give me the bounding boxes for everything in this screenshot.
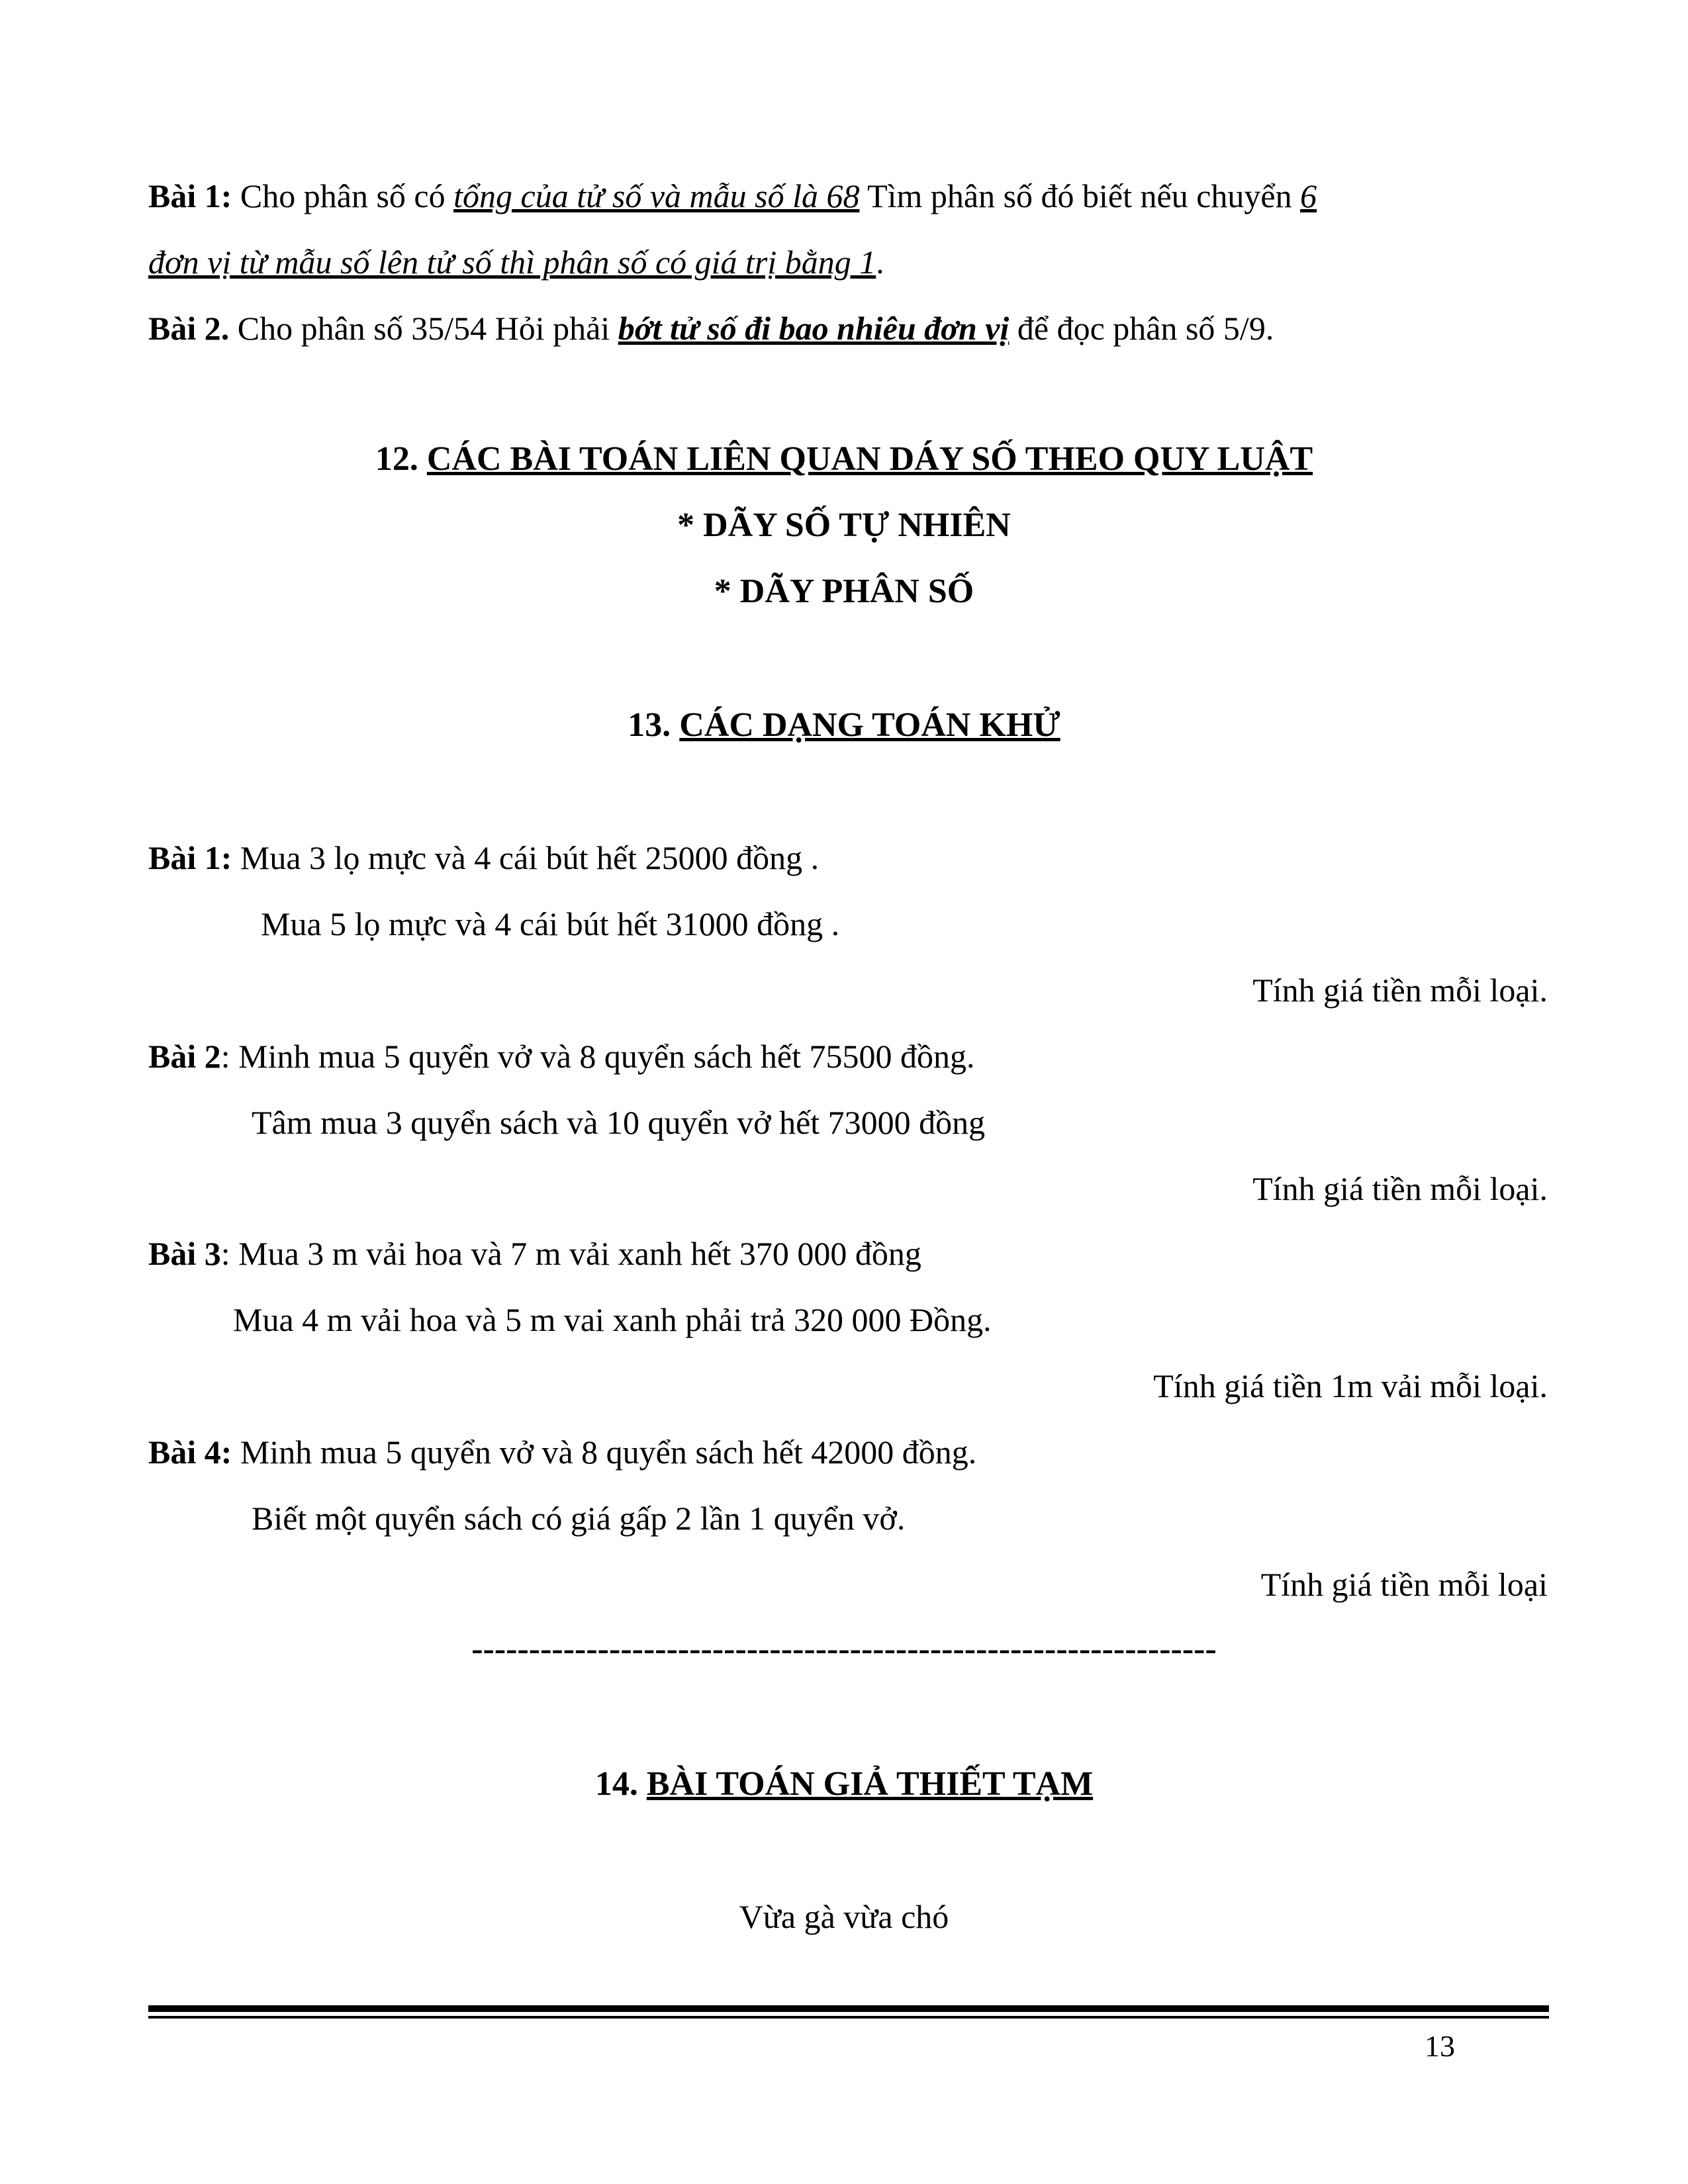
exercise-1-emphasis-condition: đơn vị từ mẫu số lên tử số thì phân số có giá trị bằng 1 (148, 244, 876, 281)
exercise-1-text: Cho phân số có (232, 177, 454, 214)
s13-exercise-1-line-2: Mua 5 lọ mực và 4 cái bút hết 31000 đồng . (261, 905, 840, 942)
footer-rule-thin (148, 2016, 1549, 2019)
section-12-subheading-natural: * DÃY SỐ TỰ NHIÊN (677, 506, 1011, 544)
s13-exercise-4-question: Tính giá tiền mỗi loại (1260, 1566, 1548, 1603)
exercise-2-label: Bài 2. (148, 310, 230, 347)
exercise-2-text-2: để đọc phân số 5/9. (1009, 310, 1274, 347)
s13-exercise-3-label: Bài 3 (148, 1235, 221, 1272)
section-12-title: CÁC BÀI TOÁN LIÊN QUAN DÁY SỐ THEO QUY LUẬT (426, 440, 1313, 478)
page-number: 13 (1425, 2029, 1455, 2063)
s13-exercise-4-text: Minh mua 5 quyển vở và 8 quyển sách hết 42000 đồng. (232, 1433, 977, 1471)
s13-exercise-3-text: : Mua 3 m vải hoa và 7 m vải xanh hết 370 000 đồng (220, 1235, 921, 1272)
s13-exercise-4-line-2: Biết một quyển sách có giá gấp 2 lần 1 quyển vở. (252, 1500, 906, 1537)
s13-exercise-2-text: : Minh mua 5 quyển vở và 8 quyển sách hết 75500 đồng. (220, 1038, 975, 1075)
section-13-title: CÁC DẠNG TOÁN KHỬ (679, 706, 1060, 744)
exercise-2-text: Cho phân số 35/54 Hỏi phải (229, 310, 618, 347)
section-12-heading (0, 439, 1688, 479)
section-12-number: 12. (375, 440, 427, 478)
s13-exercise-1-label: Bài 1: (148, 839, 232, 876)
s13-exercise-1-text: Mua 3 lọ mực và 4 cái bút hết 25000 đồng . (232, 839, 820, 876)
exercise-1-line-2 (148, 242, 884, 282)
section-13-number: 13. (628, 706, 680, 744)
s13-exercise-3-line-2: Mua 4 m vải hoa và 5 m vai xanh phải trả 320 000 Đồng. (233, 1301, 992, 1338)
s13-exercise-1-line-1 (148, 838, 819, 878)
section-14-subtitle: Vừa gà vừa chó (739, 1898, 949, 1935)
s13-exercise-4-line-1 (148, 1432, 976, 1472)
exercise-1-label: Bài 1: (148, 177, 232, 214)
section-12-subheading-fraction: * DÃY PHÂN SỐ (714, 572, 974, 610)
s13-exercise-2-line-1 (148, 1036, 975, 1076)
s13-exercise-4-label: Bài 4: (148, 1433, 232, 1471)
dashed-divider: ----------------------------------------------------------------- (471, 1630, 1217, 1668)
exercise-2-emphasis: bớt tử số đi bao nhiêu đơn vị (618, 310, 1009, 347)
section-14-number: 14. (594, 1765, 647, 1803)
exercise-1-emphasis-sum: tổng của tử số và mẫu số là 68 (453, 177, 860, 214)
exercise-1-line-1 (148, 176, 1317, 216)
section-13-heading (0, 705, 1688, 745)
s13-exercise-2-label: Bài 2 (148, 1038, 221, 1075)
s13-exercise-3-question: Tính giá tiền 1m vải mỗi loại. (1153, 1367, 1548, 1404)
section-14-heading (0, 1764, 1688, 1804)
s13-exercise-2-question: Tính giá tiền mỗi loại. (1252, 1170, 1548, 1207)
section-14-title: BÀI TOÁN GIẢ THIẾT TẠM (646, 1765, 1094, 1803)
s13-exercise-3-line-1 (148, 1234, 921, 1273)
exercise-1-text-2: Tìm phân số đó biết nếu chuyển (859, 177, 1301, 214)
footer-rule-thick (148, 2005, 1549, 2012)
exercise-2-line (148, 308, 1274, 348)
exercise-1-end: . (876, 244, 884, 281)
exercise-1-emphasis-six: 6 (1300, 177, 1317, 214)
s13-exercise-1-question: Tính giá tiền mỗi loại. (1252, 972, 1548, 1009)
s13-exercise-2-line-2: Tâm mua 3 quyển sách và 10 quyển vở hết 73000 đồng (252, 1104, 986, 1141)
